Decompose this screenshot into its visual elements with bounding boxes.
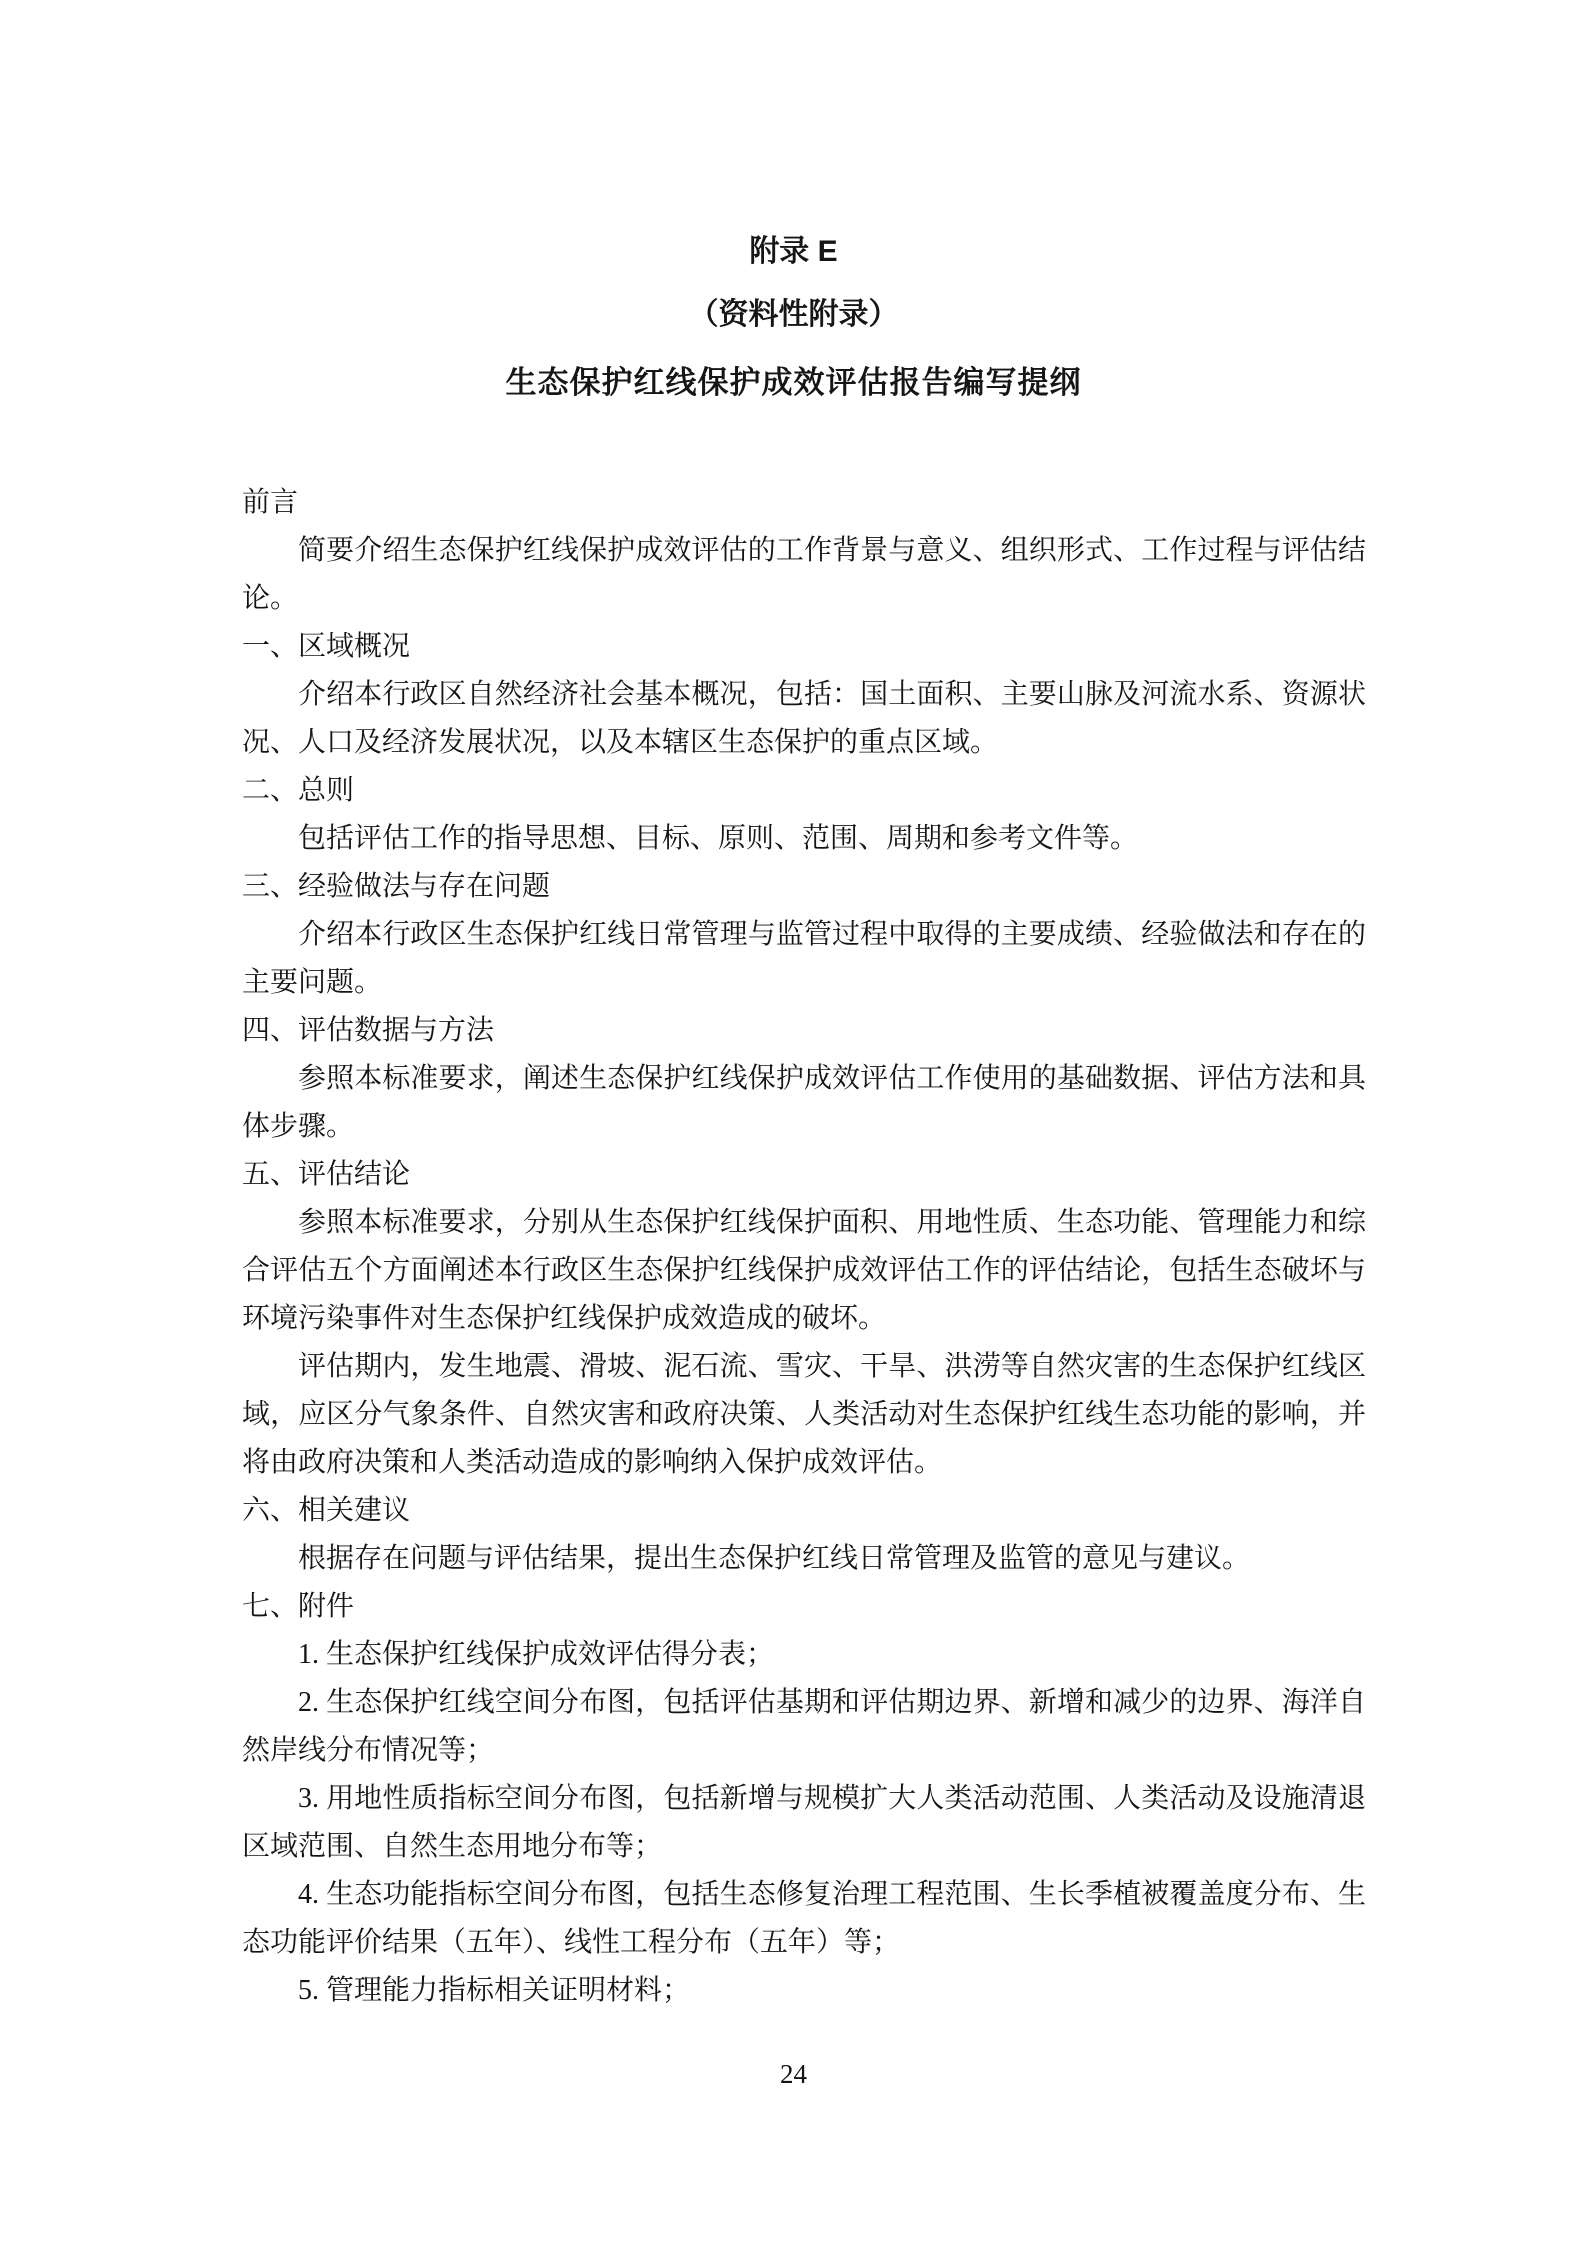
- preface-heading: 前言: [242, 487, 299, 518]
- attachment-item-2: 2. 生态保护红线空间分布图，包括评估基期和评估期边界、新增和减少的边界、海洋自然岸线分布情况等；: [242, 1687, 1366, 1766]
- attachment-item-1: 1. 生态保护红线保护成效评估得分表；: [298, 1639, 775, 1670]
- section-2-paragraph: 包括评估工作的指导思想、目标、原则、范围、周期和参考文件等。: [298, 823, 1139, 854]
- section-2-heading: 二、总则: [242, 775, 355, 806]
- section-5-paragraph-1: 参照本标准要求，分别从生态保护红线保护面积、用地性质、生态功能、管理能力和综合评估五个方面阐述本行政区生态保护红线保护成效评估工作的评估结论，包括生态破坏与环境污染事件对生态保护红线保护成效造成的破坏。: [242, 1207, 1366, 1334]
- document-header: [0, 0, 1587, 407]
- section-6-heading: 六、相关建议: [242, 1495, 411, 1526]
- page-number: 24: [780, 2059, 807, 2089]
- section-6-paragraph: 根据存在问题与评估结果，提出生态保护红线日常管理及监管的意见与建议。: [298, 1543, 1251, 1574]
- section-1-paragraph: 介绍本行政区自然经济社会基本概况，包括：国土面积、主要山脉及河流水系、资源状况、人口及经济发展状况，以及本辖区生态保护的重点区域。: [242, 679, 1366, 758]
- document-footer: [0, 2050, 1587, 2098]
- section-3-paragraph: 介绍本行政区生态保护红线日常管理与监管过程中取得的主要成绩、经验做法和存在的主要问题。: [242, 919, 1366, 998]
- section-3-heading: 三、经验做法与存在问题: [242, 871, 551, 902]
- appendix-type-note: （资料性附录）: [688, 298, 899, 331]
- attachment-item-5: 5. 管理能力指标相关证明材料；: [298, 1975, 691, 2006]
- attachment-item-4: 4. 生态功能指标空间分布图，包括生态修复治理工程范围、生长季植被覆盖度分布、生态功能评价结果（五年）、线性工程分布（五年）等；: [242, 1879, 1366, 1958]
- section-4-paragraph: 参照本标准要求，阐述生态保护红线保护成效评估工作使用的基础数据、评估方法和具体步骤。: [242, 1063, 1366, 1142]
- appendix-label: 附录 E: [749, 235, 838, 268]
- document-body: [242, 479, 1366, 2015]
- document-title: 生态保护红线保护成效评估报告编写提纲: [505, 365, 1082, 400]
- section-4-heading: 四、评估数据与方法: [242, 1015, 495, 1046]
- section-5-heading: 五、评估结论: [242, 1159, 411, 1190]
- section-1-heading: 一、区域概况: [242, 631, 411, 662]
- section-5-paragraph-2: 评估期内，发生地震、滑坡、泥石流、雪灾、干旱、洪涝等自然灾害的生态保护红线区域，应区分气象条件、自然灾害和政府决策、人类活动对生态保护红线生态功能的影响，并将由政府决策和人类活动造成的影响纳入保护成效评估。: [242, 1351, 1366, 1478]
- preface-paragraph: 简要介绍生态保护红线保护成效评估的工作背景与意义、组织形式、工作过程与评估结论。: [242, 535, 1366, 614]
- attachment-item-3: 3. 用地性质指标空间分布图，包括新增与规模扩大人类活动范围、人类活动及设施清退区域范围、自然生态用地分布等；: [242, 1783, 1366, 1862]
- section-7-heading: 七、附件: [242, 1591, 355, 1622]
